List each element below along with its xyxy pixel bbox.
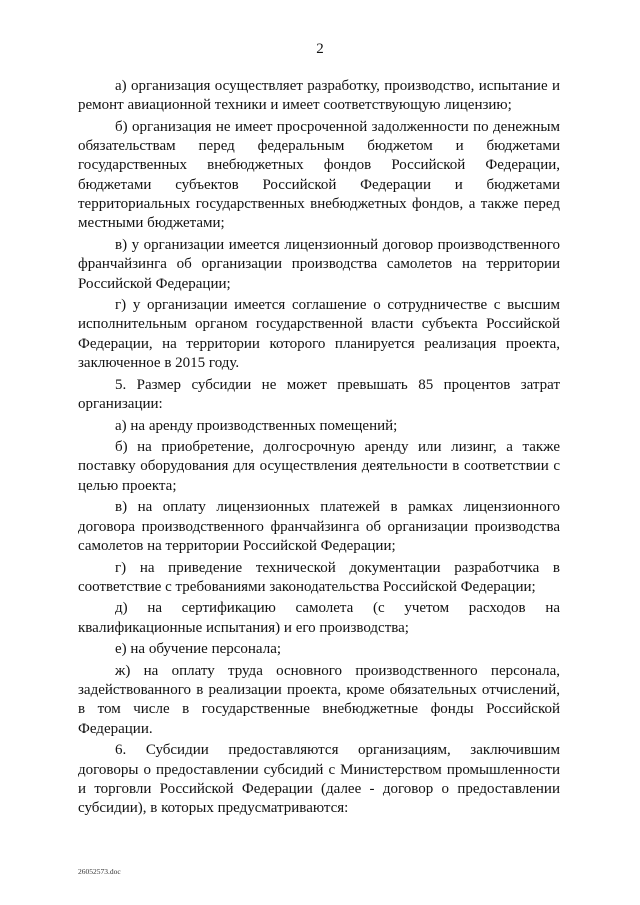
paragraph-5-subsidy-size: 5. Размер субсидии не может превышать 85 процентов затрат организации: [78,376,560,412]
list-item-d-certification: д) на сертификацию самолета (с учетом расходов на квалификационные испытания) и его производства; [78,600,560,636]
paragraph-6-subsidy-agreements: 6. Субсидии предоставляются организациям, заключившим договоры о предоставлении субсидий с Министерством промышленности и торговли Российской Федерации (далее - договор о предоставлении субсидии), в которых предусматриваются: [78,742,560,817]
list-item-a-rent: а) на аренду производственных помещений; [115,417,398,434]
list-item-v-license-payments: в) на оплату лицензионных платежей в рамках лицензионного договора производственного франчайзинга об организации производства самолетов на территории Российской Федерации; [78,499,560,554]
paragraph-g-cooperation-agreement: г) у организации имеется соглашение о сотрудничестве с высшим исполнительным органом государственной власти субъекта Российской Федерации, на территории которого планируется реализация проекта, заключенное в 2015 году. [78,297,560,372]
list-item-b-equipment: б) на приобретение, долгосрочную аренду или лизинг, а также поставку оборудования для осуществления деятельности в соответствии с целью проекта; [78,439,560,494]
list-item-zh-wages: ж) на оплату труда основного производственного персонала, задействованного в реализации проекта, кроме обязательных отчислений, в том числе в государственные внебюджетные фонды Российской Федерации. [78,662,560,737]
page-number: 2 [316,41,324,57]
paragraph-a-manufacturing: а) организация осуществляет разработку, производство, испытание и ремонт авиационной техники и имеет соответствующую лицензию; [78,78,560,114]
document-body [78,77,560,821]
paragraph-b-no-debt: б) организация не имеет просроченной задолженности по денежным обязательствам перед федеральным бюджетом и бюджетами государственных внебюджетных фондов Российской Федерации, бюджетами субъектов Российской Федерации и бюджетами территориальных государственных внебюджетных фондов, а также перед местными бюджетами; [78,118,560,232]
footer-filename: 26052573.doc [78,867,121,876]
paragraph-v-franchise-license: в) у организации имеется лицензионный договор производственного франчайзинга об организации производства самолетов на территории Российской Федерации; [78,236,560,292]
list-item-g-documentation: г) на приведение технической документации разработчика в соответствие с требованиями законодательства Российской Федерации; [78,559,560,595]
list-item-e-training: е) на обучение персонала; [115,641,282,658]
